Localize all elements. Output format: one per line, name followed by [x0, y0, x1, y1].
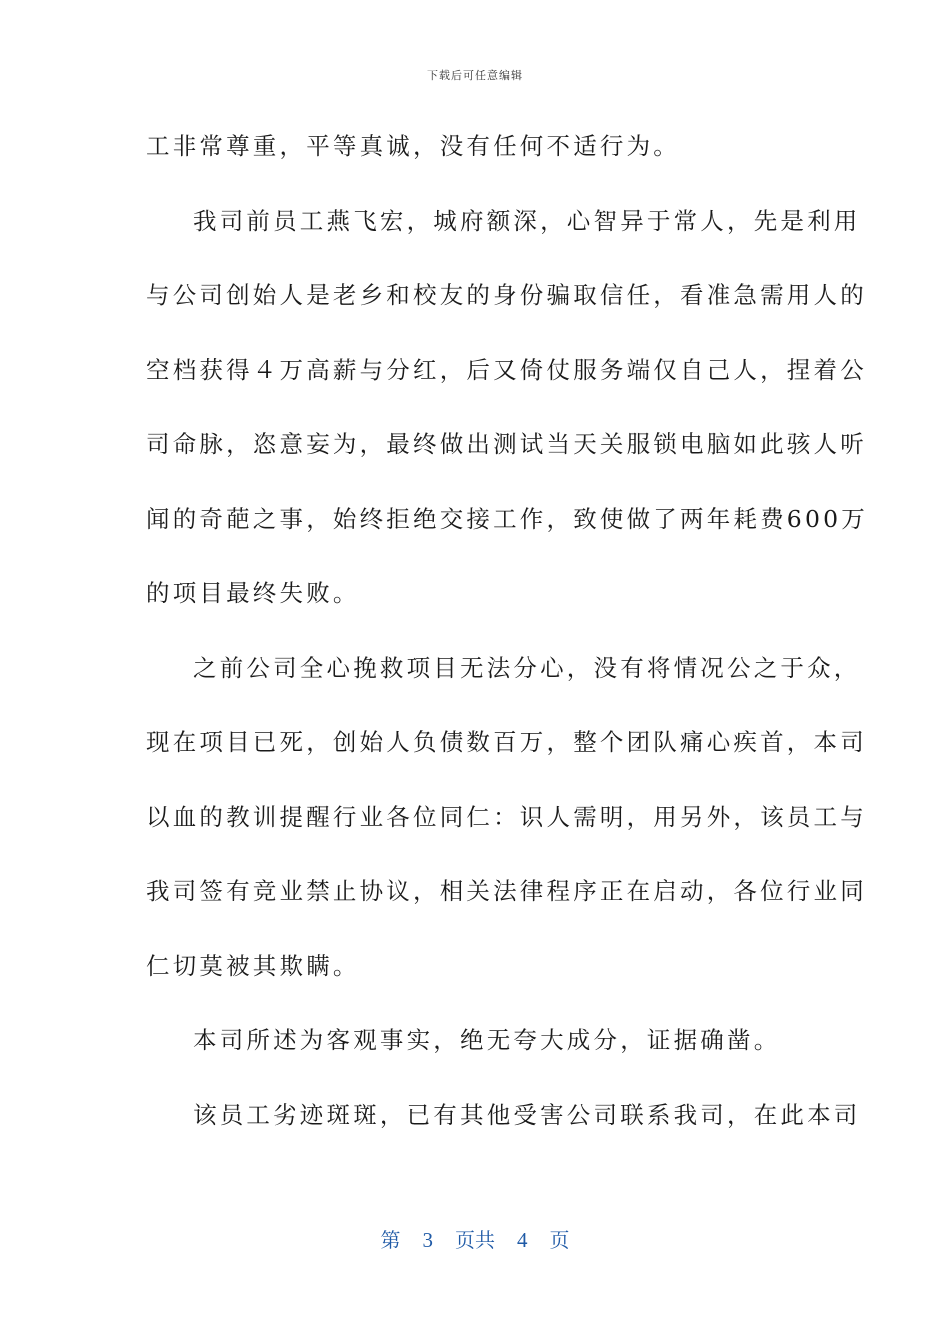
page-suffix: 页 — [549, 1228, 570, 1252]
page-middle: 页共 — [455, 1228, 495, 1252]
body-line: 我司前员工燕飞宏，城府额深，心智异于常人，先是利用 — [193, 206, 861, 235]
current-page-number: 3 — [422, 1228, 433, 1252]
body-line: 工非常尊重，平等真诚，没有任何不适行为。 — [146, 132, 680, 160]
total-pages-number: 4 — [517, 1228, 528, 1252]
body-line: 闻的奇葩之事，始终拒绝交接工作，致使做了两年耗费600万 — [146, 504, 868, 533]
body-line: 以血的教训提醒行业各位同仁：识人需明，用另外，该员工与 — [146, 802, 867, 831]
body-line: 与公司创始人是老乡和校友的身份骗取信任，看准急需用人的 — [146, 281, 867, 309]
body-line: 仁切莫被其欺瞒。 — [146, 951, 360, 980]
body-line: 司命脉，恣意妄为，最终做出测试当天关服锁电脑如此骇人听 — [146, 430, 867, 458]
body-line: 空档获得４万高薪与分红，后又倚仗服务端仅自己人，捏着公 — [146, 355, 867, 384]
page-number-footer — [0, 1224, 950, 1253]
body-line: 我司签有竞业禁止协议，相关法律程序正在启动，各位行业同 — [146, 877, 867, 905]
body-line: 本司所述为客观事实，绝无夸大成分，证据确凿。 — [193, 1026, 781, 1054]
body-line: 现在项目已死，创始人负债数百万，整个团队痛心疾首，本司 — [146, 728, 867, 756]
body-line: 的项目最终失败。 — [146, 579, 360, 607]
page-prefix: 第 — [380, 1228, 401, 1252]
body-line: 该员工劣迹斑斑，已有其他受害公司联系我司，在此本司 — [193, 1100, 861, 1129]
body-line: 之前公司全心挽救项目无法分心，没有将情况公之于众， — [193, 653, 861, 682]
document-body — [146, 120, 868, 1163]
page-header-note: 下载后可任意编辑 — [427, 69, 523, 82]
